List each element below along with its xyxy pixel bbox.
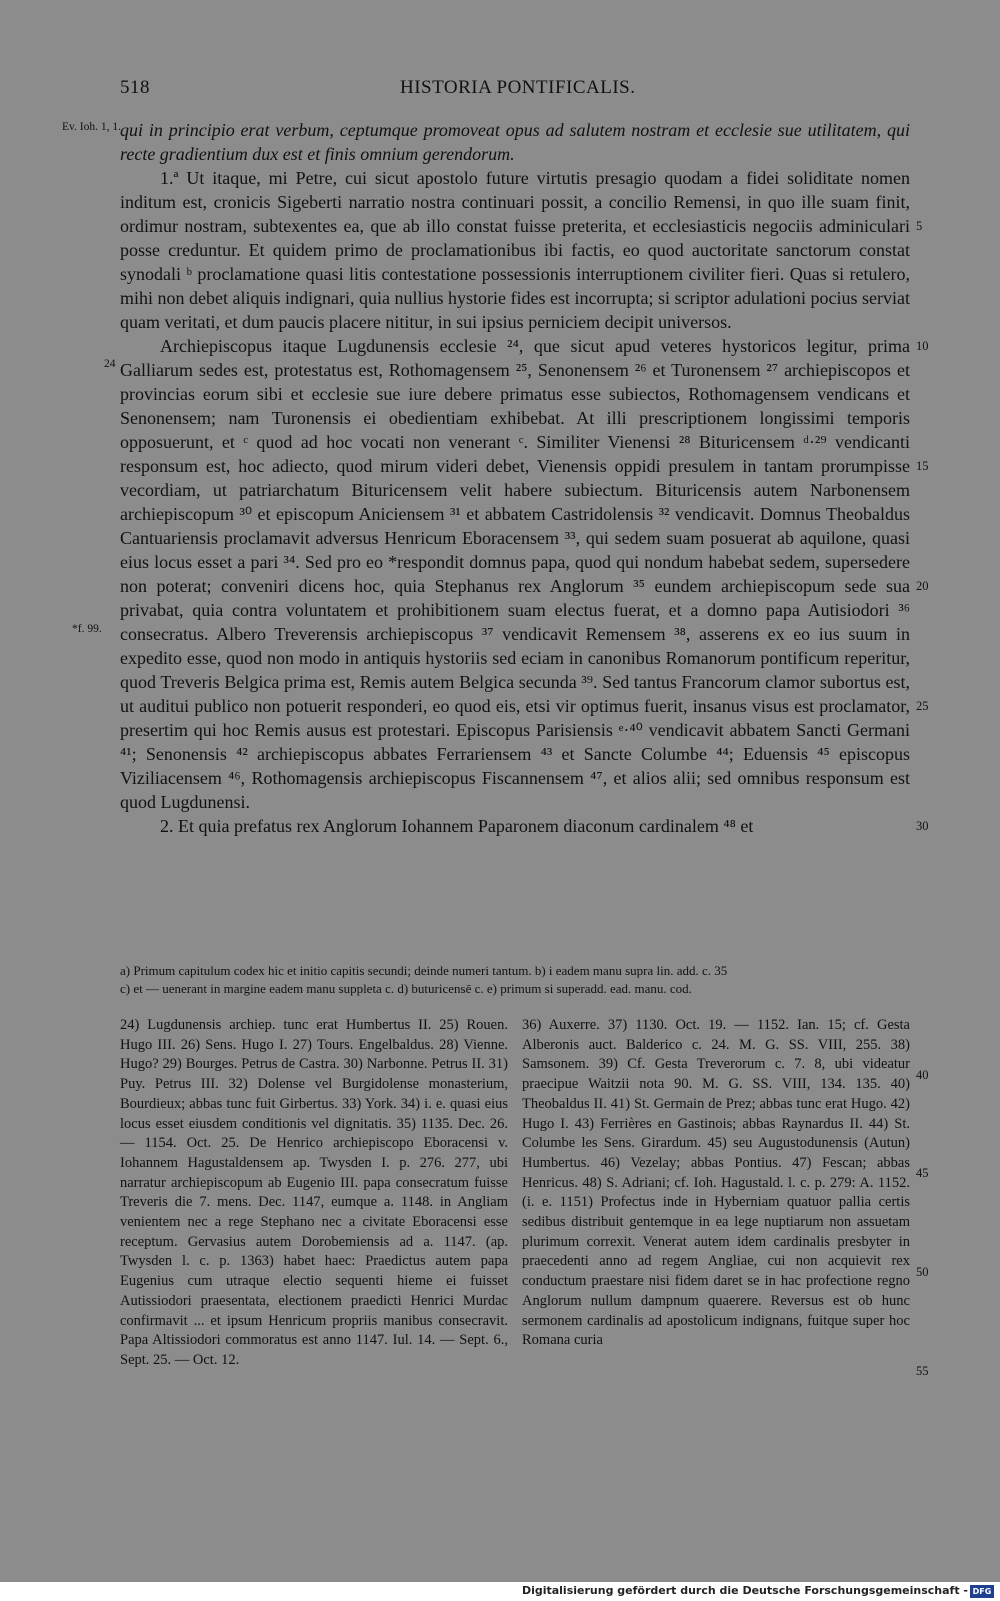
separator-rule bbox=[120, 950, 912, 951]
apparatus-line: a) Primum capitulum codex hic et initio capitis secundi; deinde numeri tantum. b) i eadem manu supra lin. add. c. 35 bbox=[120, 963, 728, 978]
running-title: HISTORIA PONTIFICALIS. bbox=[400, 77, 636, 98]
page-number: 518 bbox=[120, 77, 150, 98]
footnotes-right-text: 36) Auxerre. 37) 1130. Oct. 19. — 1152. Ian. 15; cf. Gesta Alberonis auct. Balderico c. 24. M. G. SS. VIII, 255. 38) Samsonem. 39) Cf. Gesta Treverorum c. 7. 8, ubi videatur praecipue Waitzii nota 90. M. G. SS. VIII, 134. 135. 40) Theobaldus II. 41) St. Germain de Prez; abbas tunc erat Hugo. 42) Hugo I. 43) Ferrières en Gastinois; abbas Raynardus II. 44) St. Columbe les Sens. Girardum. 45) seu Augustodunensis (Autun) Humbertus. 46) Vezelay; abbas Pontius. 47) Fescan; abbas Henricus. 48) S. Adriani; cf. Ioh. Hagustald. l. c. p. 279: A. 1152. (i. e. 1151) Profectus inde in Hyberniam quatuor pallia certis sedibus distribuit gentemque in ea lege nuptiarum non assuetam plurimum correxit. Venerat autem idem cardinalis presbyter in praecedenti anno ad regem Angliae, cui non acquievit rex conductum praestare nisi fidem daret se in hac profectione regno Anglorum nullum dampnum quaerere. Reversus est ob hunc sermonem cardinalis ad apostolicum indignans, fuitque super hoc Romana curia bbox=[522, 1017, 910, 1349]
main-text bbox=[120, 118, 910, 838]
paragraph-1: 1.ª Ut itaque, mi Petre, cui sicut apostolo future virtutis presagio quodam a fidei soliditate nomen inditum est, cronicis Sigeberti narratio nostra continuari possit, a concilio Remensi, in quo ille suam finit, ordimur nostram, subtexentes ea, que ab illo constat fuisse preterita, et ecclesiasticis negociis adminiculari posse creduntur. Et quidem primo de proclamationibus ibi factis, eo quod auctoritate sanctorum constat synodali ᵇ proclamatione quasi litis contestatione possessionis interruptionem civiliter fieri. Quas si retulero, mihi non debet aliquis indignari, quia nullius hystorie fides est incorrupta; si scriptor adulationi pocius serviat quam veritati, et dum paucis placere nititur, in sui ipsius perniciem decipit universos. bbox=[120, 168, 910, 332]
margin-ref-24: 24 bbox=[104, 358, 116, 370]
footnotes-left-text: 24) Lugdunensis archiep. tunc erat Humbertus II. 25) Rouen. Hugo III. 26) Sens. Hugo I. 27) Tours. Engelbaldus. 28) Vienne. Hugo? 29) Bourges. Petrus de Castra. 30) Narbonne. Petrus II. 31) Puy. Petrus III. 32) Dolense vel Burgidolense monasterium, Bourdieux; abbas tunc fuit Girbertus. 33) York. 34) i. e. quasi eius locus esset eiusdem conditionis vel dignitatis. 35) 1135. Dec. 26. — 1154. Oct. 25. De Henrico archiepiscopo Eboracensi v. Iohannem Hagustaldensem ap. Twysden I. p. 276. 277, ubi narratur archiepiscopum ab Eugenio III. papa consecratum fuisse Treveris die 7. mens. Dec. 1147, eumque a. 1148. in Angliam venientem nec a rege Stephano nec a civitate Eboracensi esse receptum. Gervasius autem Dorobemiensis ad a. 1147. (ap. Twysden l. c. p. 1363) habet haec: Praedictus autem papa Eugenius cum utraque electio sequenti hieme ei fuisset Autissiodori praesentata, electionem praedicti Henrici Murdac confirmavit ... et ipsum Henricum propriis manibus consecravit. Papa Altissiodori commoratus est anno 1147. Iul. 14. — Sept. 6., Sept. 25. — Oct. 12. bbox=[120, 1017, 508, 1368]
dfg-logo: DFG bbox=[970, 1585, 994, 1598]
footer-bar bbox=[0, 1582, 1000, 1601]
footer-credit: Digitalisierung gefördert durch die Deutsche Forschungsgemeinschaft - bbox=[521, 1584, 968, 1597]
note-line-number: 50 bbox=[916, 1265, 929, 1279]
note-line-number: 40 bbox=[916, 1068, 929, 1082]
line-number: 5 bbox=[916, 219, 923, 233]
line-number: 20 bbox=[916, 579, 929, 593]
critical-apparatus bbox=[120, 962, 910, 998]
line-number: 15 bbox=[916, 459, 929, 473]
note-line-number: 45 bbox=[916, 1166, 929, 1180]
note-line-number: 55 bbox=[916, 1364, 929, 1378]
running-header bbox=[120, 77, 910, 105]
footnotes-right-column bbox=[522, 1016, 910, 1351]
line-number: 30 bbox=[916, 819, 929, 833]
apparatus-line: c) et — uenerant in margine eadem manu suppleta c. d) buturicensē c. e) primum si superadd. ead. manu. cod. bbox=[120, 981, 692, 996]
line-number: 25 bbox=[916, 699, 929, 713]
line-number: 10 bbox=[916, 339, 929, 353]
paragraph-2: 2. Et quia prefatus rex Anglorum Iohannem Paparonem diaconum cardinalem ⁴⁸ et bbox=[160, 816, 754, 836]
paragraph-opening: qui in principio erat verbum, ceptumque promoveat opus ad salutem nostram et ecclesie sue utilitatem, qui recte gradientium dux est et finis omnium gerendorum. bbox=[120, 120, 910, 164]
paragraph-archiepiscopus: Archiepiscopus itaque Lugdunensis ecclesie ²⁴, que sicut apud veteres hystoricos legitur, prima Galliarum sedes est, protestatus est, Rothomagensem ²⁵, Senonensem ²⁶ et Turonensem ²⁷ archiepiscopos et provincias eorum sibi et ecclesie sue iure debere primatus esse subiectos, Rothomagensem vendicans et Senonensem; nam Turonensis ei obedientiam exhibebat. At illi prescriptionem longissimi temporis opposuerunt, et ᶜ quod ad hoc vocati non venerant ᶜ. Similiter Vienensi ²⁸ Bituricensem ᵈ·²⁹ vendicanti responsum est, hoc adiecto, quod mirum videri debet, Vienensis oppidi presulem in tantam prorumpisse vecordiam, ut patriarchatum Bituricensem velit habere subiectum. Bituricensis autem Narbonensem archiepiscopum ³⁰ et episcopum Aniciensem ³¹ et abbatem Castridolensis ³² vendicavit. Domnus Theobaldus Cantuariensis proclamavit adversus Henricum Eboracensem ³³, qui sedem suam posuerat ab aquilone, quasi eius locus esset a pari ³⁴. Sed pro eo *respondit domnus papa, quod qui nondum habebat sedem, supersedere non poterat; conveniri dicens hoc, quia Stephanus rex Anglorum ³⁵ eundem archiepiscopum sede sua privabat, quia contra voluntatem et prohibitionem suam electus fuerat, et a domno papa Autisiodori ³⁶ consecratus. Albero Treverensis archiepiscopus ³⁷ vendicavit Remensem ³⁸, asserens ex eo ius suum in expedito esse, quod non modo in antiquis hystoriis sed eciam in canonibus Romanorum pontificum reperitur, quod Treveris Belgica prima est, Remis autem Belgica secunda ³⁹. Sed tantus Francorum clamor subortus est, ut auditui publico non potuerit responderi, eo quod eis, etsi vir optimus fuerit, insanus visus est proclamator, presertim qui hoc Remis ausus est protestari. Episcopus Parisiensis ᵉ·⁴⁰ vendicavit abbatem Sancti Germani ⁴¹; Senonensis ⁴² archiepiscopus abbates Ferrariensem ⁴³ et Sancte Columbe ⁴⁴; Eduensis ⁴⁵ episcopus Viziliacensem ⁴⁶, Rothomagensis archiepiscopus Fiscannensem ⁴⁷, et alios alii; sed omnibus responsum est quod Lugdunensi. bbox=[120, 336, 910, 812]
margin-ref-ev-ioh: Ev. Ioh. 1, 1. bbox=[62, 121, 121, 133]
footnotes-left-column bbox=[120, 1016, 508, 1371]
margin-ref-f99: *f. 99. bbox=[72, 623, 102, 635]
